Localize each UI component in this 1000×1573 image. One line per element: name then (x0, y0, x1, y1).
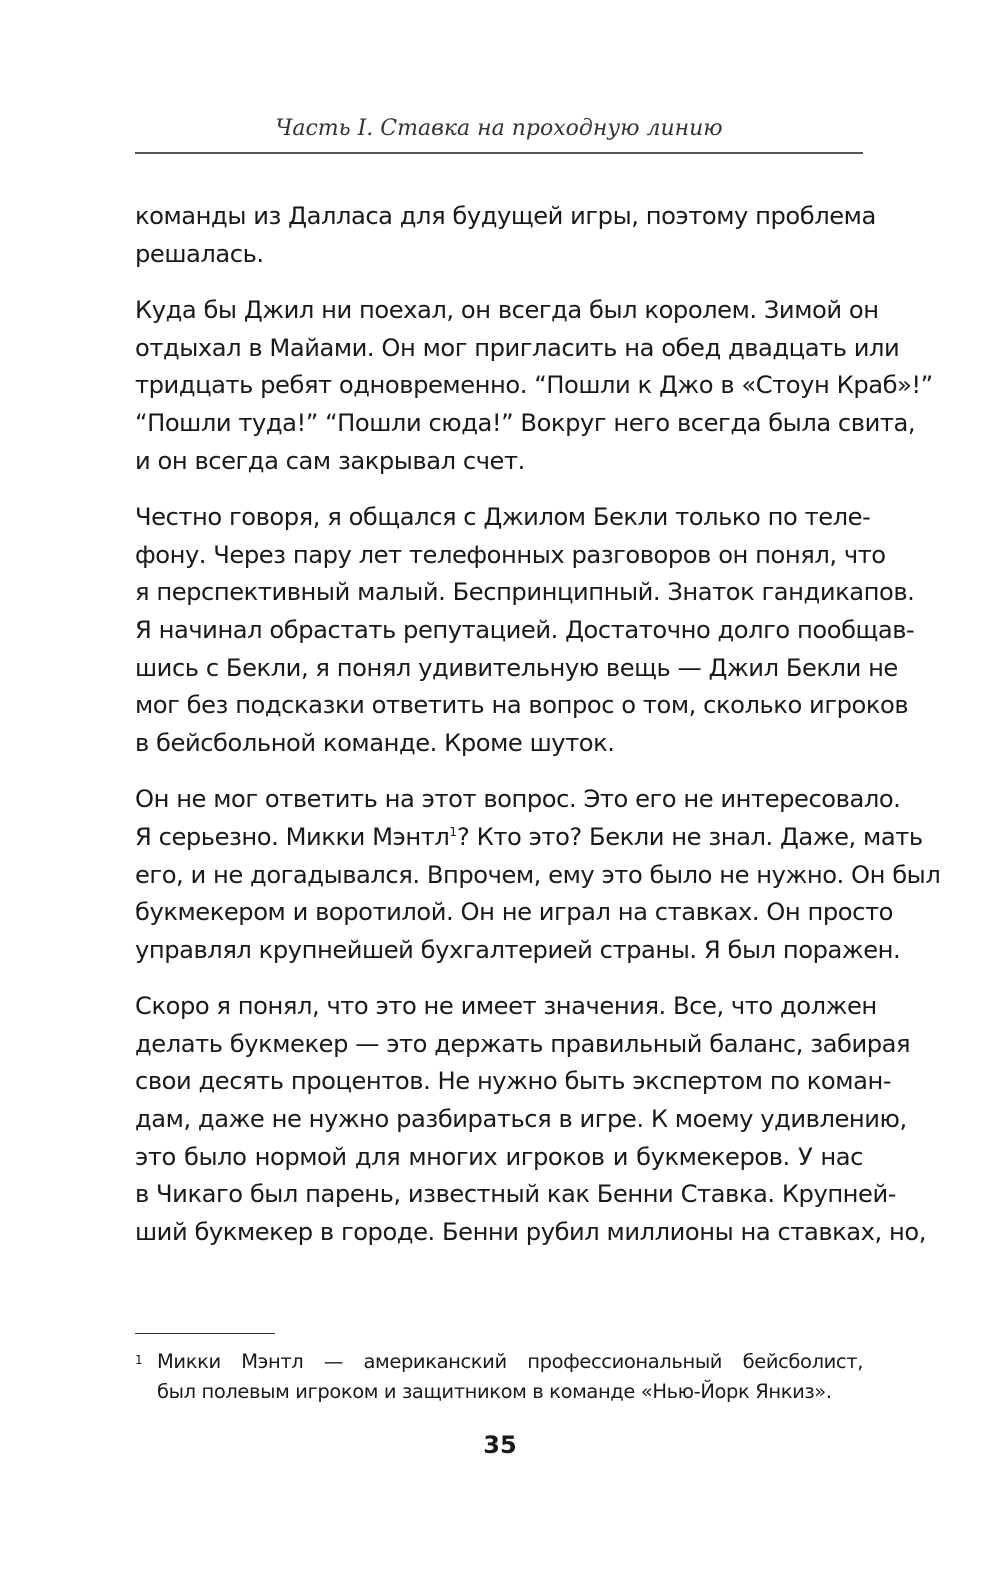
header-rule (135, 152, 863, 154)
text-line (135, 819, 923, 857)
text-line: управлял крупнейшей бухгалтерией страны. Я был поражен. (135, 935, 901, 964)
paragraph (135, 292, 933, 480)
text-line: мог без подсказки ответить на вопрос о том, сколько игроков (135, 691, 909, 720)
text-line: шись с Бекли, я понял удивительную вещь — Джил Бекли не (135, 653, 898, 682)
paragraph (135, 499, 915, 762)
text-line: Он не мог ответить на этот вопрос. Это его не интересовало. (135, 785, 901, 814)
paragraph (135, 781, 941, 969)
text-segment: ? Кто это? Бекли не знал. Даже, мать (457, 822, 923, 851)
footnote-rule (135, 1333, 275, 1334)
text-line: команды из Далласа для будущей игры, поэтому проблема (135, 202, 876, 230)
text-line: его, и не догадывался. Впрочем, ему это было не нужно. Он был (135, 860, 941, 889)
text-line: “Пошли туда!” “Пошли сюда!” Вокруг него всегда была свита, (135, 408, 916, 437)
text-line: делать букмекер — это держать правильный баланс, забирая (135, 1029, 911, 1058)
body-text (135, 198, 941, 1270)
paragraph (135, 198, 876, 273)
text-line: Честно говоря, я общался с Джилом Бекли только по теле- (135, 503, 871, 532)
text-line: Скоро я понял, что это не имеет значения. Все, что должен (135, 992, 877, 1021)
text-line: букмекером и воротилой. Он не играл на ставках. Он просто (135, 898, 893, 927)
footnote-line: Микки Мэнтл — американский профессиональный бейсболист, (157, 1350, 863, 1373)
footnote-marker: 1 (135, 1353, 143, 1367)
text-segment: Я серьезно. Микки Мэнтл (135, 822, 450, 851)
text-line: Я начинал обрастать репутацией. Достаточно долго пообщав- (135, 615, 915, 644)
text-line: ший букмекер в городе. Бенни рубил миллионы на ставках, но, (135, 1217, 926, 1246)
text-line: я перспективный малый. Беспринципный. Знаток гандикапов. (135, 578, 915, 607)
paragraph (135, 988, 926, 1251)
text-line: дам, даже не нужно разбираться в игре. К моему удивлению, (135, 1105, 907, 1134)
text-line: и он всегда сам закрывал счет. (135, 446, 525, 475)
footnote-reference[interactable]: 1 (449, 824, 458, 839)
text-line: отдыхал в Майами. Он мог пригласить на обед двадцать или (135, 333, 900, 362)
text-line: фону. Через пару лет телефонных разговоров он понял, что (135, 540, 886, 569)
text-line: тридцать ребят одновременно. “Пошли к Джо в «Стоун Краб»!” (135, 371, 933, 400)
text-line: Куда бы Джил ни поехал, он всегда был королем. Зимой он (135, 296, 879, 325)
text-line: в бейсбольной команде. Кроме шуток. (135, 728, 615, 757)
footnote-line: был полевым игроком и защитником в команде «Нью-Йорк Янкиз». (157, 1380, 832, 1403)
text-line: это было нормой для многих игроков и букмекеров. У нас (135, 1142, 863, 1171)
text-line: решалась. (135, 239, 264, 268)
text-line: в Чикаго был парень, известный как Бенни Ставка. Крупней- (135, 1180, 897, 1209)
footnote (135, 1347, 863, 1407)
text-line: свои десять процентов. Не нужно быть экспертом по коман- (135, 1067, 892, 1096)
running-header: Часть I. Ставка на проходную линию (275, 116, 723, 141)
page-number: 35 (483, 1431, 517, 1459)
footnote-text (157, 1347, 863, 1407)
